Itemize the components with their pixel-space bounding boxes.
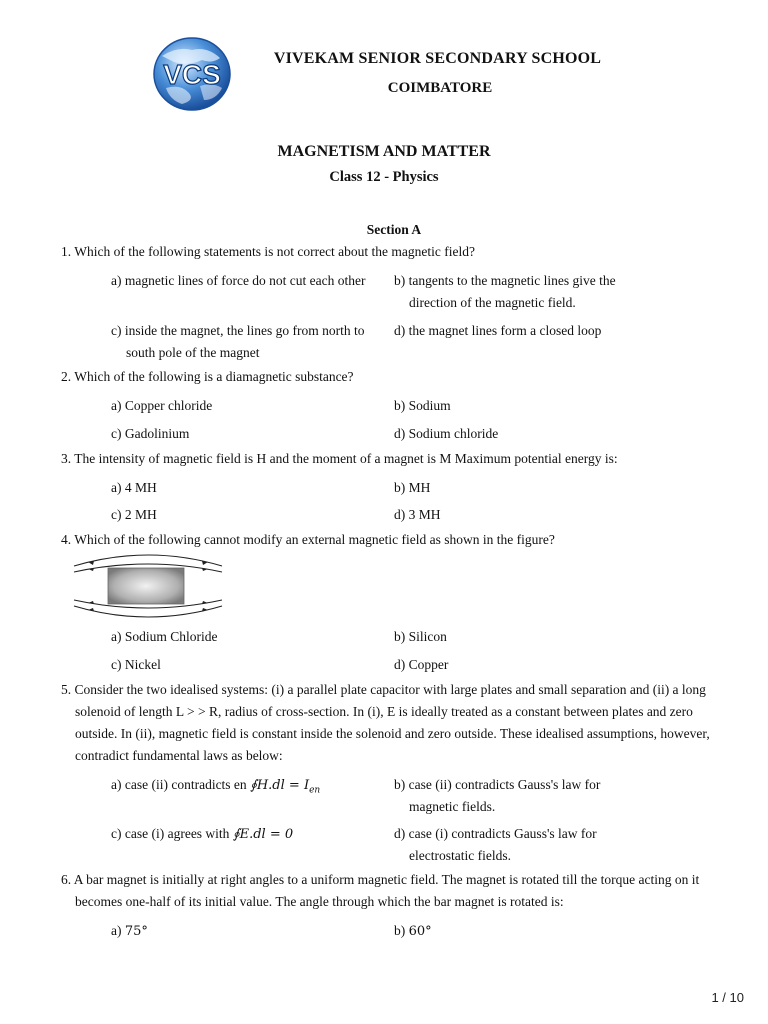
q5-option-c: c) case (i) agrees with ∮E.dl = 0	[111, 826, 294, 842]
q1-option-a: a) magnetic lines of force do not cut each other	[111, 273, 366, 288]
question-4: 4. Which of the following cannot modify an external magnetic field as shown in the figure?	[61, 532, 555, 547]
q3-option-d: d) 3 MH	[394, 507, 441, 522]
q5-line-1: 5. Consider the two idealised systems: (i) a parallel plate capacitor with large plates and small separation and (ii) a long	[61, 682, 706, 697]
q6-line-1: 6. A bar magnet is initially at right angles to a uniform magnetic field. The magnet is rotated till the torque acting on it	[61, 872, 700, 887]
q2-option-d: d) Sodium chloride	[394, 426, 499, 441]
page-number: 1 / 10	[711, 990, 744, 1005]
q5-line-3: outside. In (ii), magnetic field is constant inside the solenoid and zero outside. These idealised assumptions, however,	[75, 726, 710, 741]
school-logo	[152, 36, 232, 112]
question-2: 2. Which of the following is a diamagnetic substance?	[61, 369, 354, 384]
q4-option-a: a) Sodium Chloride	[111, 629, 218, 644]
question-1: 1. Which of the following statements is not correct about the magnetic field?	[61, 244, 476, 259]
q3-option-c: c) 2 MH	[111, 507, 157, 522]
q2-option-b: b) Sodium	[394, 398, 451, 413]
section-heading: Section A	[366, 222, 422, 237]
q5-option-a-formula: ∮H.dl = I	[250, 778, 310, 793]
q5-line-2: solenoid of length L > > R, radius of cross-section. In (i), E is ideally treated as a constant between plates and zero	[75, 704, 693, 719]
school-city: COIMBATORE	[387, 80, 493, 96]
question-3: 3. The intensity of magnetic field is H and the moment of a magnet is M Maximum potential energy is:	[61, 451, 618, 466]
q3-option-a: a) 4 MH	[111, 480, 157, 495]
q2-option-a: a) Copper chloride	[111, 398, 213, 413]
q2-option-c: c) Gadolinium	[111, 426, 190, 441]
q3-option-b: b) MH	[394, 480, 431, 495]
document-subtitle: Class 12 - Physics	[329, 169, 439, 185]
q5-option-b: b) case (ii) contradicts Gauss's law for magnetic fields.	[394, 777, 601, 814]
q6-option-b: b) 60°	[394, 923, 432, 939]
logo-text: VCS	[163, 59, 221, 90]
q5-option-c-formula: ∮E.dl = 0	[232, 827, 294, 842]
question-6	[61, 869, 741, 913]
q4-option-b: b) Silicon	[394, 629, 447, 644]
q6-option-a: a) 75°	[111, 923, 148, 939]
q5-option-d: d) case (i) contradicts Gauss's law for electrostatic fields.	[394, 826, 597, 863]
q6-line-2: becomes one-half of its initial value. The angle through which the bar magnet is rotated is:	[75, 894, 564, 909]
q1-option-b: b) tangents to the magnetic lines give the direction of the magnetic field.	[394, 273, 616, 310]
q5-line-4: contradict fundamental laws as below:	[75, 748, 283, 763]
magnetic-field-figure	[72, 550, 224, 622]
school-name: VIVEKAM SENIOR SECONDARY SCHOOL	[273, 50, 602, 67]
document-title: MAGNETISM AND MATTER	[277, 143, 491, 160]
q1-option-c: c) inside the magnet, the lines go from north to south pole of the magnet	[111, 323, 365, 360]
q5-option-a: a) case (ii) contradicts en ∮H.dl = $I_{en}$	[111, 777, 321, 796]
q1-option-d: d) the magnet lines form a closed loop	[394, 323, 602, 338]
question-5	[61, 679, 741, 767]
q4-option-d: d) Copper	[394, 657, 449, 672]
q4-option-c: c) Nickel	[111, 657, 161, 672]
